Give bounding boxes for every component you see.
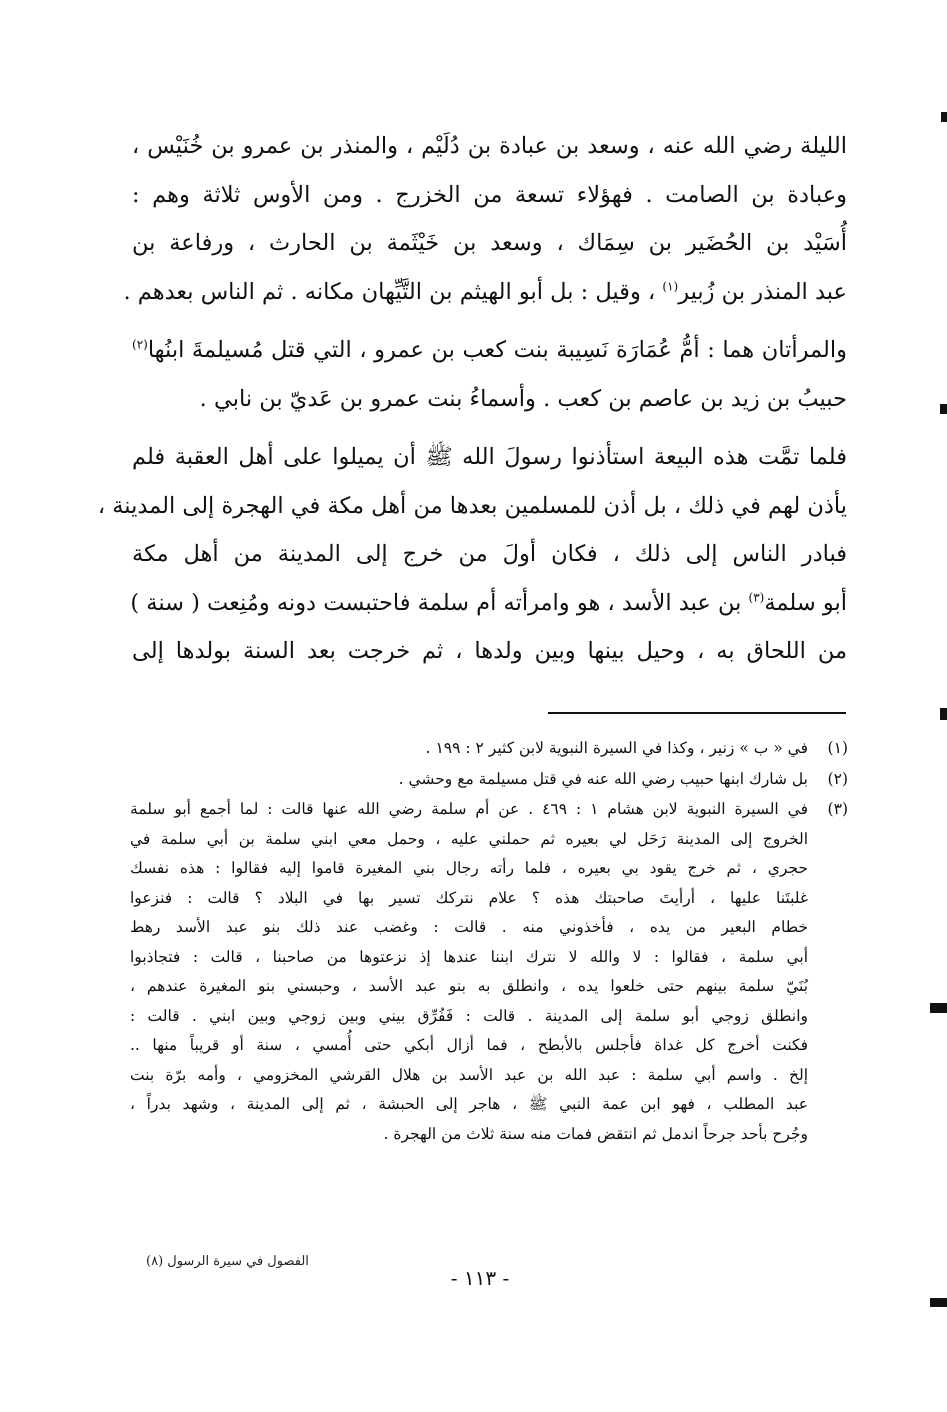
text-fragment: بن عبد الأسد ، هو وامرأته أم سلمة فاحتبست دونه ومُنِعت ( سنة ) xyxy=(130,589,742,616)
footnote-line: وانطلق زوجي أبو سلمة إلى المدينة . قالت : فَفُرِّق بيني وبين زوجي وبين ابني . قالت : xyxy=(130,1006,808,1025)
footnote-2 xyxy=(130,765,848,795)
text-fragment: عبد المنذر بن زُبير xyxy=(678,278,847,305)
footnote-line: غلبتَنا عليها ، أرأيتَ صاحبتك هذه ؟ علام نتركك تسير بها في البلاد ؟ قالت : فنزعوا xyxy=(130,888,808,907)
footnote-line: في السيرة النبوية لابن هشام ١ : ٤٦٩ . عن أم سلمة رضي الله عنها قالت : لما أجمع أبو سلمة xyxy=(130,800,808,818)
footnote-line: في « ب » زنير ، وكذا في السيرة النبوية لابن كثير ٢ : ١٩٩ . xyxy=(425,739,808,757)
footnote-line: الخروج إلى المدينة رَحَل لي بعيره ثم حملني عليه ، وحمل معي ابني سلمة بن أبي سلمة في xyxy=(130,829,808,848)
footnote-line: عبد المطلب ، فهو ابن عمة النبي ﷺ ، هاجر إلى الحبشة ، ثم إلى المدينة ، وشهد بدراً ، xyxy=(130,1095,808,1113)
text-line: حبيبُ بن زيد بن عاصم بن كعب . وأسماءُ بنت عمرو بن عَديّ بن نابي . xyxy=(199,385,847,412)
scan-edge-mark xyxy=(930,1298,947,1307)
footnote-text xyxy=(130,795,808,1149)
footnote-line: إلخ . واسم أبي سلمة : عبد الله بن عبد الأسد بن هلال القرشي المخزومي ، وأمه برّة بنت xyxy=(130,1065,808,1084)
paragraph-1 xyxy=(123,122,847,316)
text-fragment: ، وقيل : بل أبو الهيثم بن التَّيِّهان مكانه . ثم الناس بعدهم . xyxy=(123,278,656,305)
text-line xyxy=(132,579,847,628)
text-line: الليلة رضي الله عنه ، وسعد بن عبادة بن دُلَيْم ، والمنذر بن عمرو بن خُنَيْس ، xyxy=(132,133,847,159)
footnote-text xyxy=(130,734,808,764)
footnote-divider xyxy=(548,712,846,714)
footnote-ref: (٣) xyxy=(748,590,765,604)
text-line xyxy=(123,268,847,317)
scan-edge-mark xyxy=(940,708,947,720)
text-line xyxy=(132,326,847,375)
footnote-line: حجري ، ثم خرج يقود بي بعيره ، فلما رأته رجال بني المغيرة قاموا إليه فقالوا : هذه نفسك xyxy=(130,859,808,877)
footnote-line: وجُرح بأحد جرحاً اندمل ثم انتقض فمات منه سنة ثلاث من الهجرة . xyxy=(383,1124,808,1143)
text-line: من اللحاق به ، وحيل بينها وبين ولدها ، ثم خرجت بعد السنة بولدها إلى xyxy=(132,638,847,664)
footnotes xyxy=(130,734,848,1150)
main-text xyxy=(97,122,847,686)
footnote-line: بُنَيّ سلمة بينهم حتى خلعوا يده ، وانطلق به بنو عبد الأسد ، وحبسني بنو المغيرة عندهم ، xyxy=(130,977,808,995)
footnote-line: فكنت أخرج كل غداة فأجلس بالأبطح ، فما أزال أبكي حتى أُمسي ، سنة أو قريباً منها .. xyxy=(130,1036,808,1054)
text-fragment: والمرأتان هما : أمُّ عُمَارَة نَسِيبة بنت كعب بن عمرو ، التي قتل مُسيلمةَ ابنُها xyxy=(147,337,847,363)
paragraph-2 xyxy=(132,326,847,423)
footnote-line: بل شارك ابنها حبيب رضي الله عنه في قتل مسيلمة مع وحشي . xyxy=(398,769,808,788)
scan-edge-mark xyxy=(940,404,947,414)
footnote-text xyxy=(130,765,808,795)
text-fragment: أبو سلمة xyxy=(764,589,847,616)
footnote-ref: (١) xyxy=(662,279,679,293)
text-line: أُسَيْد بن الحُضَير بن سِمَاك ، وسعد بن خَيْثَمة بن الحارث ، ورفاعة بن xyxy=(132,230,847,256)
footnote-number: (٢) xyxy=(827,769,848,788)
footnote-3 xyxy=(130,795,848,1149)
paragraph-3 xyxy=(97,433,847,676)
text-line: فلما تمَّت هذه البيعة استأذنوا رسولَ الله ﷺ أن يميلوا على أهل العقبة فلم xyxy=(132,444,847,470)
footnote-number: (١) xyxy=(827,739,848,757)
scan-edge-mark xyxy=(930,1003,947,1013)
footnote-number: (٣) xyxy=(827,800,848,818)
footnote-line: أبي سلمة ، فقالوا : لا والله لا نترك ابننا عندها إذ نزعتوها من صاحبنا ، قالت : فتجاذبوا xyxy=(130,947,808,966)
page-number: - ١١٣ - xyxy=(450,1266,510,1290)
scan-edge-mark xyxy=(941,112,947,122)
text-line: وعبادة بن الصامت . فهؤلاء تسعة من الخزرج . ومن الأوس ثلاثة وهم : xyxy=(132,181,847,208)
footnote-line: خطام البعير من يده ، فأخذوني منه . قالت : وغضب عند ذلك بنو عبد الأسد رهط xyxy=(130,918,808,936)
book-signature: الفصول في سيرة الرسول (٨) xyxy=(146,1254,309,1269)
footnote-1 xyxy=(130,734,848,764)
text-line: فبادر الناس إلى ذلك ، فكان أولَ من خرج إلى المدينة من أهل مكة xyxy=(132,541,847,567)
footnote-ref: (٢) xyxy=(132,337,148,352)
text-line: يأذن لهم في ذلك ، بل أذن للمسلمين بعدها من أهل مكة في الهجرة إلى المدينة ، xyxy=(97,492,847,519)
